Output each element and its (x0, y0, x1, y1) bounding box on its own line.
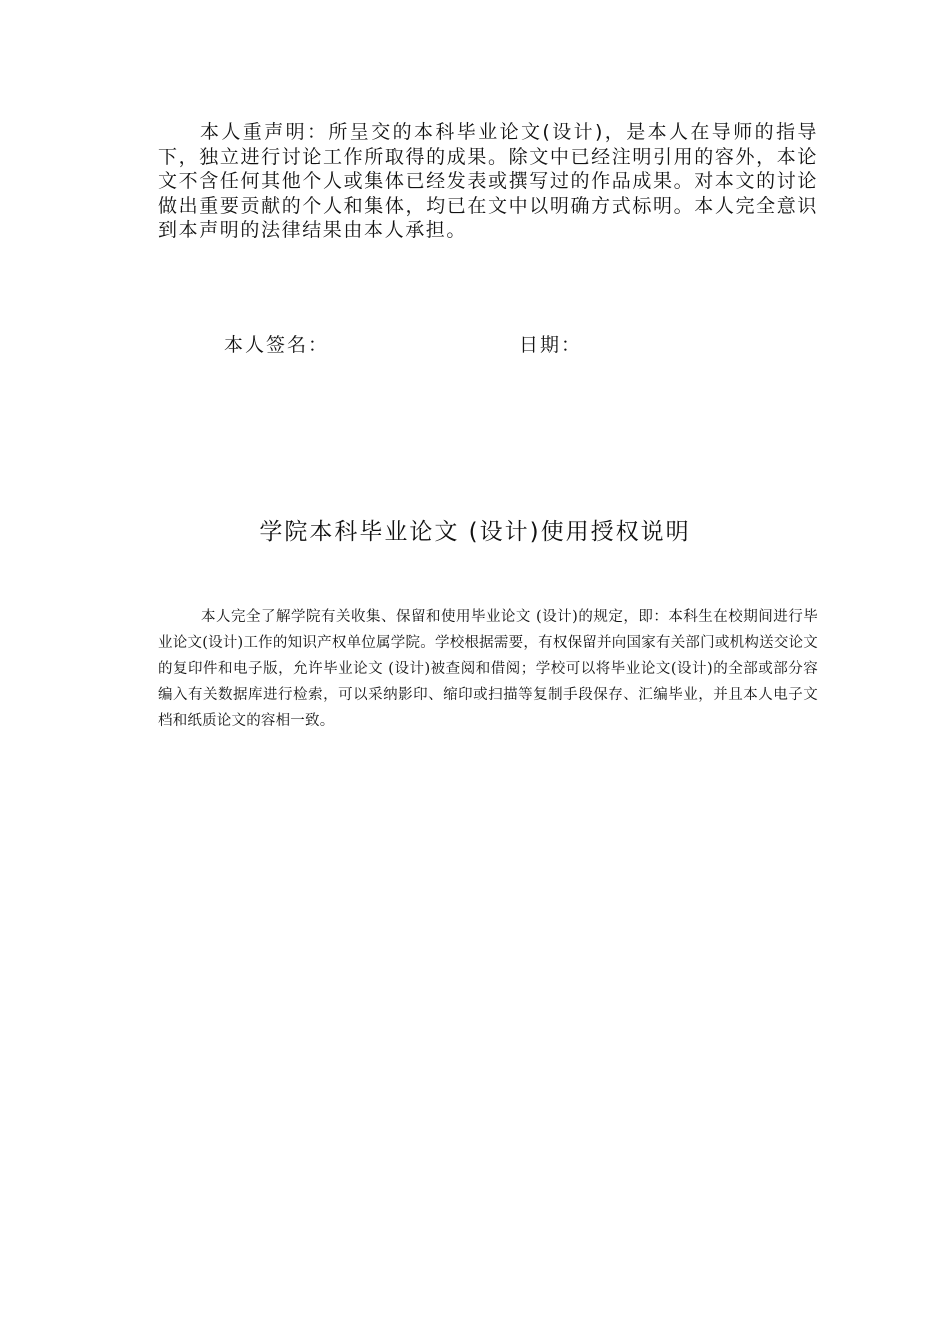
authorization-title: 学院本科毕业论文 (设计)使用授权说明 (259, 519, 691, 545)
signature-label: 本人签名： (224, 334, 330, 356)
signature-date-row (0, 330, 950, 360)
authorization-paragraph: 本人完全了解学院有关收集、保留和使用毕业论文 (设计)的规定，即：本科生在校期间进行毕业论文(设计)工作的知识产权单位属学院。学校根据需要，有权保留并向国家有关部门或机构送交论文的复印件和电子版，允许毕业论文 (设计)被查阅和借阅；学校可以将毕业论文(设计)的全部或部分容编入有关数据库进行检索，可以采纳影印、缩印或扫描等复制手段保存、汇编毕业，并且本人电子文档和纸质论文的容相一致。 (158, 609, 818, 729)
date-label: 日期： (519, 334, 583, 356)
originality-declaration-paragraph: 本人重声明：所呈交的本科毕业论文(设计)，是本人在导师的指导下，独立进行讨论工作所取得的成果。除文中已经注明引用的容外，本论文不含任何其他个人或集体已经发表或撰写过的作品成果。对本文的讨论做出重要贡献的个人和集体，均已在文中以明确方式标明。本人完全意识到本声明的法律结果由本人承担。 (158, 121, 818, 241)
